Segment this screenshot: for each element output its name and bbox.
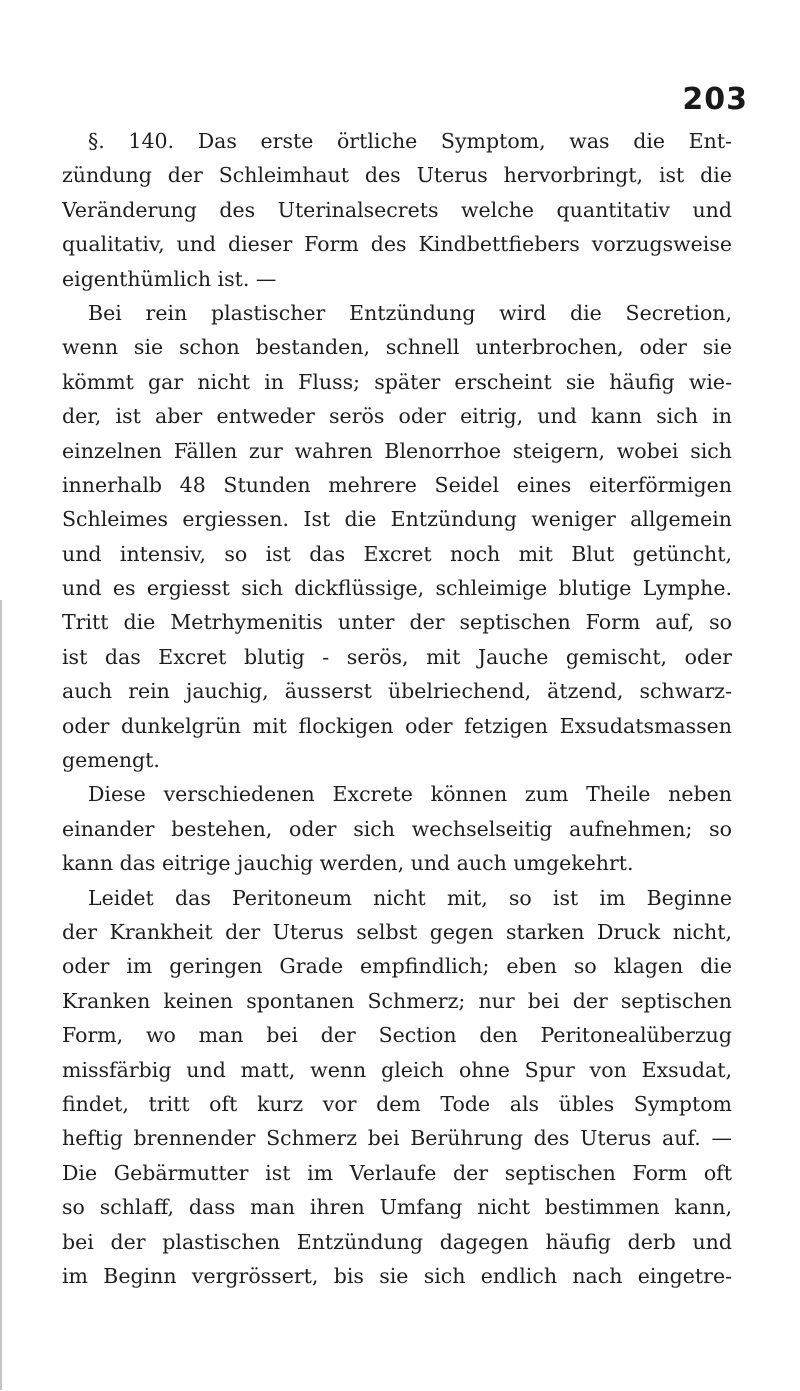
text-line: auch rein jauchig, äusserst übelriechend, ätzend, schwarz- [62,679,732,704]
text-line: Leidet das Peritoneum nicht mit, so ist im Beginne [88,885,732,910]
text-line: wenn sie schon bestanden, schnell unterbrochen, oder sie [62,335,732,360]
text-line: heftig brennender Schmerz bei Berührung des Uterus auf. — [62,1126,732,1151]
text-line: Veränderung des Uterinalsecrets welche quantitativ und [62,197,732,222]
text-line: gemengt. [62,748,160,773]
text-line: einander bestehen, oder sich wechselseitig aufnehmen; so [62,816,732,841]
text-line: Form, wo man bei der Section den Peritonealüberzug [62,1023,732,1048]
text-line: bei der plastischen Entzündung dagegen häufig derb und [62,1229,732,1254]
text-line: eigenthümlich ist. — [62,266,277,291]
text-line: Tritt die Metrhymenitis unter der septischen Form auf, so [62,610,732,635]
text-line: kann das eitrige jauchig werden, und auch umgekehrt. [62,851,634,876]
text-line: Die Gebärmutter ist im Verlaufe der septischen Form oft [62,1160,732,1185]
text-line: und intensiv, so ist das Excret noch mit Blut getüncht, [62,541,732,566]
text-line: ist das Excret blutig - serös, mit Jauche gemischt, oder [62,644,732,669]
text-line: der, ist aber entweder serös oder eitrig, und kann sich in [62,404,732,429]
text-line: qualitativ, und dieser Form des Kindbettfiebers vorzugsweise [62,232,732,257]
text-line: und es ergiesst sich dickflüssige, schleimige blutige Lymphe. [62,576,732,601]
text-line: innerhalb 48 Stunden mehrere Seidel eines eiterförmigen [62,472,732,497]
text-line: Bei rein plastischer Entzündung wird die Secretion, [88,300,732,325]
text-line: kömmt gar nicht in Fluss; später erscheint sie häufig wie- [62,369,732,394]
body-text [62,124,732,1293]
text-line: oder im geringen Grade empfindlich; eben so klagen die [62,954,732,979]
text-line: im Beginn vergrössert, bis sie sich endlich nach eingetre- [62,1263,732,1288]
gutter-shadow [0,600,2,1390]
text-line: findet, tritt oft kurz vor dem Tode als übles Symptom [62,1091,732,1116]
page-number: 203 [682,82,748,117]
text-line: zündung der Schleimhaut des Uterus hervorbringt, ist die [62,163,732,188]
text-line: einzelnen Fällen zur wahren Blenorrhoe steigern, wobei sich [62,438,732,463]
text-line: Kranken keinen spontanen Schmerz; nur bei der septischen [62,988,732,1013]
text-line: Diese verschiedenen Excrete können zum Theile neben [88,782,732,807]
text-line: der Krankheit der Uterus selbst gegen starken Druck nicht, [62,919,732,944]
text-line: oder dunkelgrün mit flockigen oder fetzigen Exsudatsmassen [62,713,732,738]
text-line: missfärbig und matt, wenn gleich ohne Spur von Exsudat, [62,1057,732,1082]
text-line: Schleimes ergiessen. Ist die Entzündung weniger allgemein [62,507,732,532]
text-line: §. 140. Das erste örtliche Symptom, was die Ent- [88,129,732,153]
text-line: so schlaff, dass man ihren Umfang nicht bestimmen kann, [62,1195,732,1220]
